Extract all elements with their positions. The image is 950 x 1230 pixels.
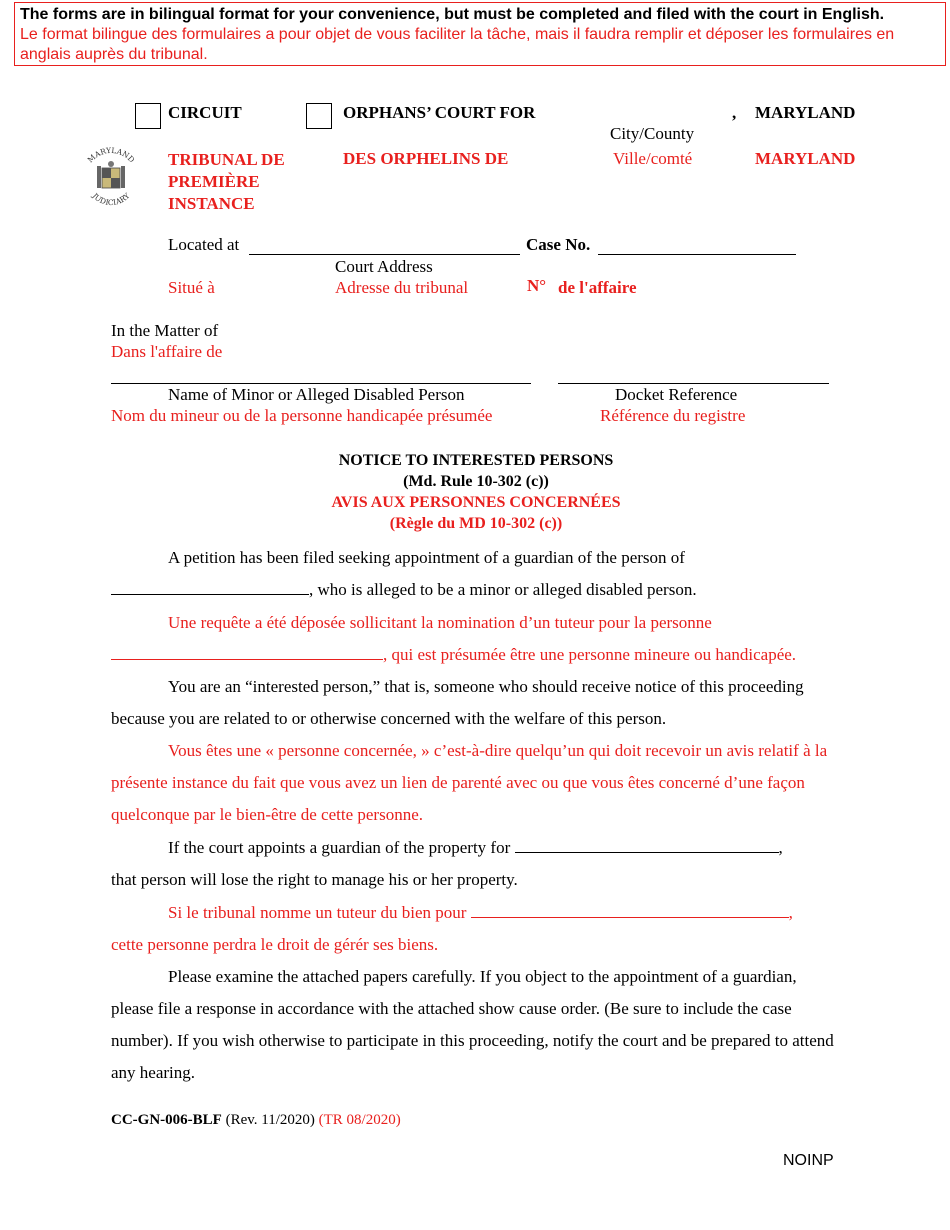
notice-title-en: NOTICE TO INTERESTED PERSONS xyxy=(338,452,614,469)
paragraph-3-en xyxy=(111,832,841,896)
court-address-label: Court Address xyxy=(335,257,433,276)
maryland-judiciary-seal-icon xyxy=(80,138,142,210)
form-code: NOINP xyxy=(783,1152,834,1169)
circuit-label-fr xyxy=(168,149,285,215)
docket-reference-label-fr: Référence du registre xyxy=(600,406,746,425)
docket-reference-label: Docket Reference xyxy=(615,385,738,404)
form-revision: (Rev. 11/2020) xyxy=(225,1112,315,1128)
case-number-field[interactable] xyxy=(598,254,796,255)
paragraph-3-fr xyxy=(111,897,841,961)
in-matter-label-fr: Dans l'affaire de xyxy=(111,342,223,361)
notice-title-fr: AVIS AUX PERSONNES CONCERNÉES xyxy=(331,494,621,511)
seal-top-text: MARYLAND xyxy=(85,145,137,165)
paragraph-4-en: Please examine the attached papers carefully. If you object to the appointment of a guardian, please file a response in accordance with the attached show cause order. (Be sure to include the case number). If you wish otherwise to participate in this proceeding, notify the court and be prepared to attend any hearing. xyxy=(111,967,834,1082)
p3-fr-text-a: Si le tribunal nomme un tuteur du bien pour xyxy=(168,903,467,922)
case-no-label: Case No. xyxy=(526,235,591,254)
city-county-label-fr: Ville/comté xyxy=(613,149,693,168)
property-person-field-en[interactable] xyxy=(515,835,779,853)
case-no-mark-fr: N° xyxy=(527,276,547,295)
orphans-court-checkbox[interactable] xyxy=(306,103,332,129)
p3-fr-comma: , xyxy=(788,903,793,922)
p1-en-text-a: A petition has been filed seeking appointment of a guardian of the person of xyxy=(168,548,685,567)
minor-name-field[interactable] xyxy=(111,383,531,384)
p3-en-text-a: If the court appoints a guardian of the property for xyxy=(168,838,511,857)
p3-fr-text-c: cette personne perdra le droit de gérér ses biens. xyxy=(111,935,439,954)
orphans-court-label: ORPHANS’ COURT FOR xyxy=(343,103,536,122)
paragraph-1-fr xyxy=(111,607,841,671)
bilingual-notice-banner xyxy=(14,2,946,66)
form-id: CC-GN-006-BLF xyxy=(111,1112,222,1128)
circuit-court-checkbox[interactable] xyxy=(135,103,161,129)
form-translation-revision: (TR 08/2020) xyxy=(318,1112,401,1128)
circuit-fr-line-1: TRIBUNAL DE xyxy=(168,150,285,169)
property-person-field-fr[interactable] xyxy=(471,900,789,918)
minor-name-label-fr: Nom du mineur ou de la personne handicapée présumée xyxy=(111,406,493,425)
notice-rule-en: (Md. Rule 10-302 (c)) xyxy=(403,473,549,490)
court-address-field[interactable] xyxy=(249,254,520,255)
paragraph-2-fr: Vous êtes une « personne concernée, » c’est-à-dire quelqu’un qui doit recevoir un avis relatif à la présente instance du fait que vous avez un lien de parenté avec ou que vous êtes concerné d’une façon quelconque par le bien-être de cette personne. xyxy=(111,741,828,824)
banner-french-line: Le format bilingue des formulaires a pour objet de vous faciliter la tâche, mais il faudra remplir et déposer les formulaires en anglais auprès du tribunal. xyxy=(20,26,895,63)
circuit-fr-line-3: INSTANCE xyxy=(168,194,255,213)
maryland-label: MARYLAND xyxy=(755,103,856,122)
circuit-fr-line-2: PREMIÈRE xyxy=(168,172,260,191)
seal-bottom-text: JUDICIARY xyxy=(90,191,132,208)
banner-english-line: The forms are in bilingual format for your convenience, but must be completed and filed with the court in English. xyxy=(20,6,885,23)
paragraph-1-en xyxy=(111,542,841,606)
circuit-label: CIRCUIT xyxy=(168,103,242,122)
orphans-court-label-fr: DES ORPHELINS DE xyxy=(343,149,509,168)
svg-text:JUDICIARY xyxy=(90,191,132,207)
p1-fr-text-b: , qui est présumée être une personne mineure ou handicapée. xyxy=(383,645,797,664)
docket-reference-field[interactable] xyxy=(558,383,829,384)
maryland-label-fr: MARYLAND xyxy=(755,149,856,168)
p3-en-text-c: that person will lose the right to manage his or her property. xyxy=(111,870,518,889)
p1-fr-text-a: Une requête a été déposée sollicitant la nomination d’un tuteur pour la personne xyxy=(168,613,712,632)
city-county-label: City/County xyxy=(610,124,695,143)
notice-rule-fr: (Règle du MD 10-302 (c)) xyxy=(389,515,563,532)
in-matter-label: In the Matter of xyxy=(111,321,219,340)
minor-name-label: Name of Minor or Alleged Disabled Person xyxy=(168,385,465,404)
p1-en-text-b: , who is alleged to be a minor or alleged disabled person. xyxy=(309,580,697,599)
court-address-label-fr: Adresse du tribunal xyxy=(335,278,469,297)
located-at-label-fr: Situé à xyxy=(168,278,215,297)
case-no-label-fr: de l'affaire xyxy=(558,278,637,297)
header-comma: , xyxy=(732,103,737,122)
person-name-field-fr[interactable] xyxy=(111,642,383,660)
located-at-label: Located at xyxy=(168,235,240,254)
person-name-field-en[interactable] xyxy=(111,577,309,595)
form-footer xyxy=(111,1112,401,1129)
p3-en-comma: , xyxy=(778,838,783,857)
paragraph-2-en: You are an “interested person,” that is, someone who should receive notice of this proceeding because you are related to or otherwise concerned with the welfare of this person. xyxy=(111,677,804,728)
